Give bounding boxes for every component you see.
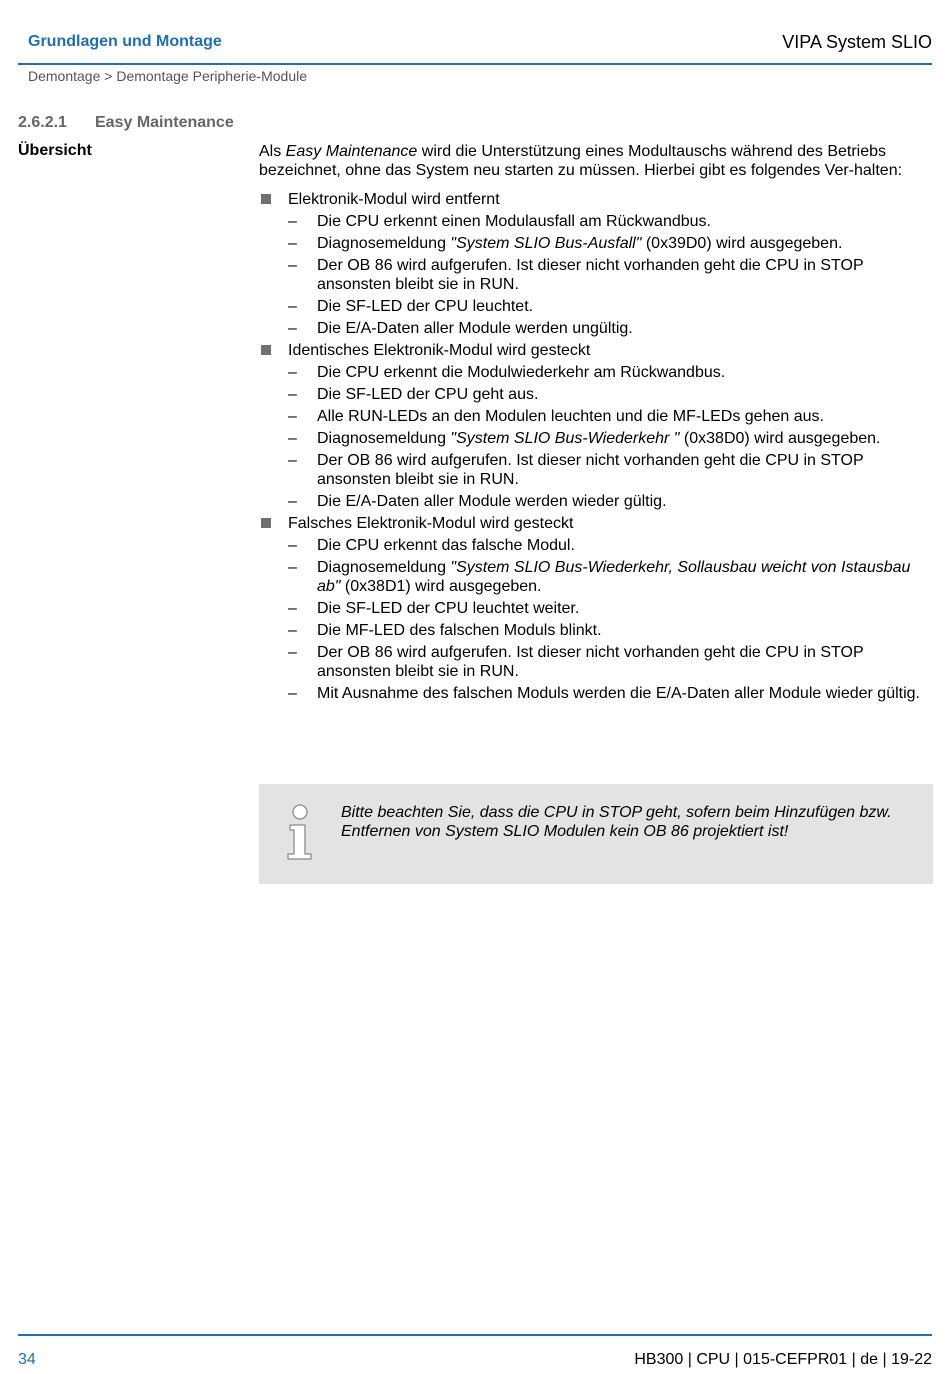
dash-bullet: – <box>288 600 297 617</box>
intro-text-start: Als <box>259 143 286 160</box>
dash-bullet: – <box>288 537 297 554</box>
diagnostic-message: "System SLIO Bus-Wiederkehr " <box>450 430 680 447</box>
sub-item <box>259 319 929 338</box>
dash-bullet: – <box>288 452 297 469</box>
breadcrumb: Demontage > Demontage Peripherie-Module <box>28 68 307 84</box>
sub-item <box>259 492 929 511</box>
dash-bullet: – <box>288 559 297 576</box>
dash-bullet: – <box>288 257 297 274</box>
sub-item-text: Der OB 86 wird aufgerufen. Ist dieser nicht vorhanden geht die CPU in STOP ansonsten bleibt sie in RUN. <box>317 257 864 293</box>
sub-item-text: Die CPU erkennt die Modulwiederkehr am Rückwandbus. <box>317 364 726 381</box>
footer-document-id: HB300 | CPU | 015-CEFPR01 | de | 19-22 <box>634 1351 932 1368</box>
sub-item <box>259 558 929 596</box>
dash-bullet: – <box>288 386 297 403</box>
dash-bullet: – <box>288 493 297 510</box>
dash-bullet: – <box>288 622 297 639</box>
sub-item-text: Die E/A-Daten aller Module werden wieder gültig. <box>317 493 667 510</box>
footer-divider <box>18 1334 932 1336</box>
sub-item <box>259 621 929 640</box>
bullet-item <box>259 341 929 360</box>
sub-item-text: Die E/A-Daten aller Module werden ungültig. <box>317 320 633 337</box>
sub-item-text: Die MF-LED des falschen Moduls blinkt. <box>317 622 602 639</box>
dash-bullet: – <box>288 685 297 702</box>
sub-item-text-end: (0x38D0) wird ausgegeben. <box>679 430 881 447</box>
sub-item-text-end: (0x38D1) wird ausgegeben. <box>340 578 542 595</box>
sub-list <box>259 363 929 511</box>
header-section-title: Grundlagen und Montage <box>28 33 222 50</box>
sub-item <box>259 234 929 253</box>
sub-item-text: Der OB 86 wird aufgerufen. Ist dieser nicht vorhanden geht die CPU in STOP ansonsten bleibt sie in RUN. <box>317 644 864 680</box>
sub-item <box>259 363 929 382</box>
sub-item <box>259 536 929 555</box>
intro-text-end: wird die Unterstützung eines Modultauschs während des Betriebs bezeichnet, ohne das System neu starten zu müssen. Hierbei gibt es folgendes Ver-halten: <box>259 143 903 179</box>
square-bullet-icon <box>261 518 271 528</box>
header-product-name: VIPA System SLIO <box>782 32 932 52</box>
sub-item-text: Die CPU erkennt einen Modulausfall am Rückwandbus. <box>317 213 711 230</box>
sub-item <box>259 643 929 681</box>
sub-item <box>259 256 929 294</box>
dash-bullet: – <box>288 320 297 337</box>
diagnostic-message: "System SLIO Bus-Wiederkehr, Sollausbau weicht von Istausbau ab" <box>317 559 911 595</box>
sub-item-text: Die SF-LED der CPU leuchtet. <box>317 298 534 315</box>
intro-emphasis: Easy Maintenance <box>285 143 418 160</box>
bullet-label: Identisches Elektronik-Modul wird gesteckt <box>288 342 591 359</box>
sub-item <box>259 297 929 316</box>
sub-item-text: Mit Ausnahme des falschen Moduls werden die E/A-Daten aller Module wieder gültig. <box>317 685 920 702</box>
sub-item-text: Die SF-LED der CPU geht aus. <box>317 386 539 403</box>
bullet-item <box>259 514 929 533</box>
dash-bullet: – <box>288 430 297 447</box>
info-icon <box>285 804 317 862</box>
note-box <box>259 784 933 884</box>
bullet-item <box>259 190 929 209</box>
section-number: 2.6.2.1 <box>18 114 67 131</box>
sub-item <box>259 212 929 231</box>
sub-item-text: Alle RUN-LEDs an den Modulen leuchten und die MF-LEDs gehen aus. <box>317 408 824 425</box>
section-title: Easy Maintenance <box>95 114 234 131</box>
sub-item <box>259 407 929 426</box>
sub-item-text: Diagnosemeldung <box>317 559 451 576</box>
intro-paragraph <box>259 142 929 180</box>
sub-item-text: Der OB 86 wird aufgerufen. Ist dieser nicht vorhanden geht die CPU in STOP ansonsten bleibt sie in RUN. <box>317 452 864 488</box>
dash-bullet: – <box>288 298 297 315</box>
dash-bullet: – <box>288 408 297 425</box>
sub-list <box>259 212 929 338</box>
sub-item-text: Diagnosemeldung <box>317 235 451 252</box>
bullet-label: Falsches Elektronik-Modul wird gesteckt <box>288 515 574 532</box>
note-text: Bitte beachten Sie, dass die CPU in STOP geht, sofern beim Hinzufügen bzw. Entfernen von System SLIO Modulen kein OB 86 projektiert ist! <box>341 804 892 840</box>
dash-bullet: – <box>288 213 297 230</box>
sub-item-text: Diagnosemeldung <box>317 430 451 447</box>
sub-list <box>259 536 929 703</box>
diagnostic-message: "System SLIO Bus-Ausfall" <box>450 235 642 252</box>
footer-page-number: 34 <box>18 1351 36 1368</box>
square-bullet-icon <box>261 345 271 355</box>
dash-bullet: – <box>288 235 297 252</box>
sub-item <box>259 684 929 703</box>
sub-item <box>259 429 929 448</box>
sub-item <box>259 385 929 404</box>
body-content <box>259 142 929 706</box>
sub-item-text-end: (0x39D0) wird ausgegeben. <box>641 235 843 252</box>
sub-item-text: Die CPU erkennt das falsche Modul. <box>317 537 575 554</box>
side-label-overview: Übersicht <box>18 142 92 159</box>
dash-bullet: – <box>288 644 297 661</box>
square-bullet-icon <box>261 194 271 204</box>
dash-bullet: – <box>288 364 297 381</box>
header-divider <box>18 63 932 65</box>
bullet-list <box>259 190 929 703</box>
bullet-label: Elektronik-Modul wird entfernt <box>288 191 500 208</box>
sub-item <box>259 599 929 618</box>
sub-item <box>259 451 929 489</box>
sub-item-text: Die SF-LED der CPU leuchtet weiter. <box>317 600 580 617</box>
